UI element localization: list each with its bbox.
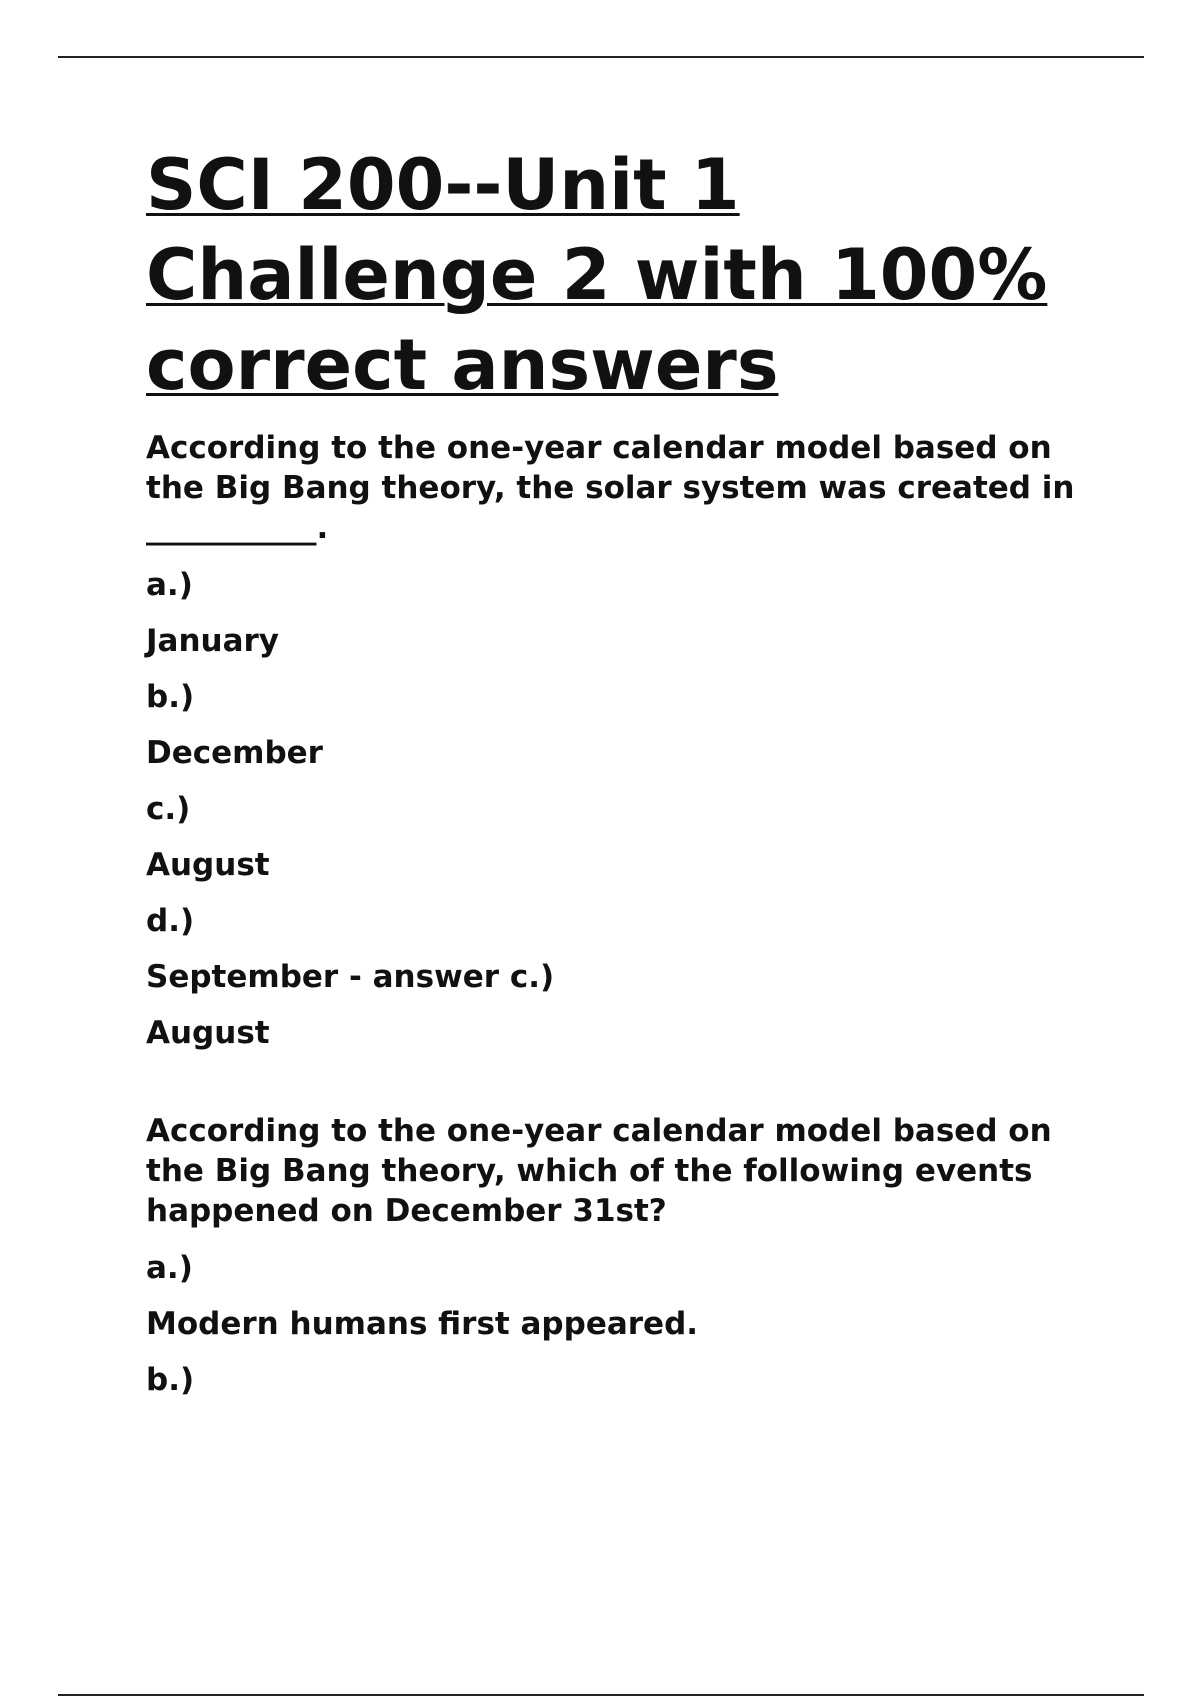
option-label: b.) (146, 1362, 195, 1398)
option-label: a.) (146, 567, 193, 603)
option-text-with-answer: September - answer c.) (146, 959, 555, 995)
option-text: Modern humans first appeared. (146, 1306, 699, 1342)
question-block (146, 428, 1106, 1053)
option-text: January (146, 623, 280, 659)
bottom-rule (58, 1694, 1144, 1696)
option-text: December (146, 735, 323, 771)
question-block (146, 1111, 1106, 1400)
option-label: c.) (146, 791, 191, 827)
question-text: According to the one-year calendar model based on the Big Bang theory, the solar system was created in ___________. (146, 430, 1075, 546)
option-label: b.) (146, 679, 195, 715)
answer-text: August (146, 1015, 270, 1051)
document-title: SCI 200--Unit 1 Challenge 2 with 100% correct answers (146, 144, 1048, 406)
question-text: According to the one-year calendar model based on the Big Bang theory, which of the following events happened on December 31st? (146, 1113, 1052, 1229)
document-body (146, 140, 1106, 1416)
option-text: August (146, 847, 270, 883)
top-rule (58, 56, 1144, 58)
option-label: d.) (146, 903, 195, 939)
option-label: a.) (146, 1250, 193, 1286)
